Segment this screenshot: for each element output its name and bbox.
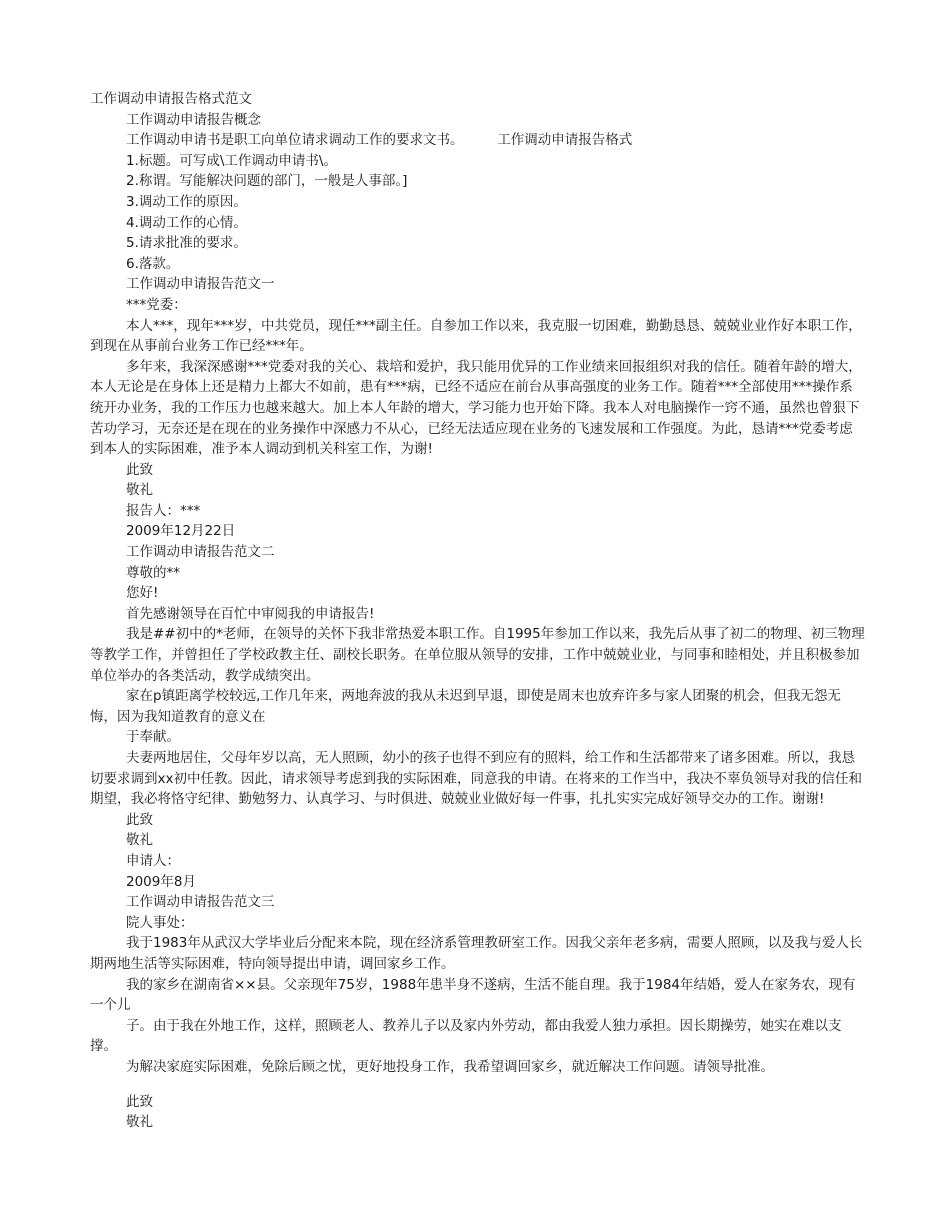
section-heading: 工作调动申请报告概念 <box>126 111 261 128</box>
section-heading: 工作调动申请报告范文三 <box>126 894 275 911</box>
signature-line: 报告人：*** <box>126 502 201 519</box>
paragraph: 工作调动申请书是职工向单位请求调动工作的要求文书。 工作调动申请报告格式 <box>126 132 633 149</box>
section-heading: 工作调动申请报告范文二 <box>126 544 275 561</box>
closing-line: 敬礼 <box>126 1114 153 1131</box>
date-line: 2009年8月 <box>126 873 196 890</box>
salutation: 院人事处： <box>126 914 194 931</box>
list-item: 5.请求批准的要求。 <box>126 235 247 252</box>
paragraph: 家在p镇距离学校较远,工作几年来，两地奔波的我从未迟到早退，即使是周末也放弃许多与家人团聚的机会，但我无怨无悔，因为我知道教育的意义在 <box>90 688 841 725</box>
date-line: 2009年12月22日 <box>126 523 236 540</box>
list-item: 3.调动工作的原因。 <box>126 193 247 210</box>
paragraph: 本人***，现年***岁，中共党员，现任***副主任。自参加工作以来，我克服一切困难，勤勤恳恳、兢兢业业作好本职工作，到现在从事前台业务工作已经***年。 <box>90 317 862 355</box>
blank-line <box>90 1078 865 1092</box>
paragraph: 我是##初中的*老师，在领导的关怀下我非常热爱本职工作。自1995年参加工作以来，我先后从事了初二的物理、初三物理等教学工作，并曾担任了学校政教主任、副校长职务。在单位服从领导的安排，工作中兢兢业业，与同事和睦相处，并且积极参加单位举办的各类活动，教学成绩突出。 <box>90 626 865 684</box>
paragraph: 于奉献。 <box>126 729 180 746</box>
signature-line: 申请人： <box>126 852 180 869</box>
paragraph: 夫妻两地居住，父母年岁以高，无人照顾，幼小的孩子也得不到应有的照料，给工作和生活都带来了诸多困难。所以，我恳切要求调到xx初中任教。因此，请求领导考虑到我的实际困难，同意我的申请。在将来的工作当中，我决不辜负领导对我的信任和期望，我必将恪守纪律、勤勉努力、认真学习、与时俱进、兢兢业业做好每一件事，扎扎实实完成好领导交办的工作。谢谢! <box>90 750 862 808</box>
paragraph: 多年来，我深深感谢***党委对我的关心、栽培和爱护，我只能用优异的工作业绩来回报组织对我的信任。随着年龄的增大，本人无论是在身体上还是精力上都大不如前，患有***病，已经不适应在前台从事高强度的业务工作。随着***全部使用***操作系统开办业务，我的工作压力也越来越大。加上本人年龄的增大，学习能力也开始下降。我本人对电脑操作一窍不通，虽然也曾狠下苦功学习，无奈还是在现在的业务操作中深感力不从心，已经无法适应现在业务的飞速发展和工作强度。为此，恳请***党委考虑到本人的实际困难，准予本人调动到机关科室工作，为谢! <box>90 358 862 458</box>
paragraph: 子。由于我在外地工作，这样，照顾老人、教养儿子以及家内外劳动，都由我爱人独力承担。因长期操劳，她实在难以支撑。 <box>90 1017 842 1055</box>
paragraph: 首先感谢领导在百忙中审阅我的申请报告! <box>126 605 375 622</box>
salutation: 尊敬的** <box>126 564 180 581</box>
closing-line: 此致 <box>126 811 153 828</box>
closing-line: 此致 <box>126 1093 153 1110</box>
list-item: 2.称谓。写能解决问题的部门，一般是人事部。] <box>126 173 408 190</box>
closing-line: 敬礼 <box>126 832 153 849</box>
section-heading: 工作调动申请报告范文一 <box>126 276 275 293</box>
list-item: 1.标题。可写成\工作调动申请书\。 <box>126 152 337 169</box>
list-item: 4.调动工作的心情。 <box>126 214 247 231</box>
document-page <box>90 89 865 1133</box>
paragraph: 我的家乡在湖南省××县。父亲现年75岁，1988年患半身不遂病，生活不能自理。我于1984年结婚，爱人在家务农，现有一个儿 <box>90 976 856 1014</box>
paragraph: 为解决家庭实际困难，免除后顾之忧，更好地投身工作，我希望调回家乡，就近解决工作问题。请领导批准。 <box>126 1058 774 1075</box>
closing-line: 此致 <box>126 461 153 478</box>
salutation: ***党委： <box>126 296 187 313</box>
greeting: 您好! <box>126 585 159 602</box>
document-title: 工作调动申请报告格式范文 <box>90 91 252 107</box>
paragraph: 我于1983年从武汉大学毕业后分配来本院，现在经济系管理教研室工作。因我父亲年老多病，需要人照顾，以及我与爱人长期两地生活等实际困难，特向领导提出申请，调回家乡工作。 <box>90 935 863 972</box>
list-item: 6.落款。 <box>126 255 180 272</box>
closing-line: 敬礼 <box>126 482 153 499</box>
